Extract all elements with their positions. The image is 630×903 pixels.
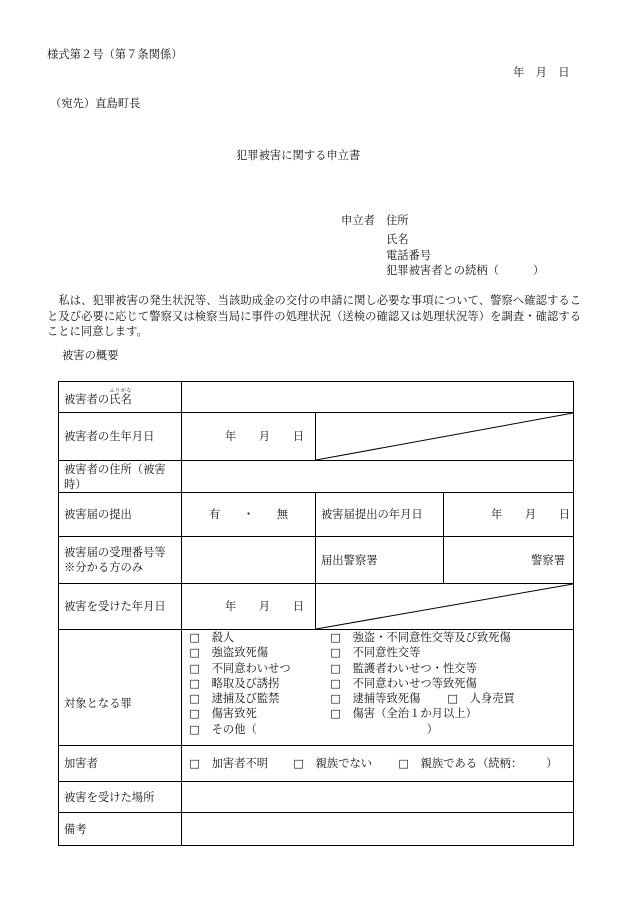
row-victim-address (59, 461, 574, 493)
checkbox-non-consensual-intercourse[interactable]: □ (330, 646, 341, 660)
row-remarks (59, 813, 574, 846)
diagonal-strike-cell (316, 584, 574, 630)
police-station-field[interactable] (444, 537, 574, 584)
checkbox-human-trafficking[interactable]: □ (447, 692, 458, 706)
remarks-label: 備考 (59, 813, 182, 846)
consent-statement (47, 293, 581, 340)
diagonal-line (316, 584, 573, 629)
damage-summary-table (58, 381, 574, 846)
crime-label: 殺人 (211, 631, 235, 644)
ruby-base: 氏名 (109, 392, 132, 406)
checkbox-indecency-death-injury[interactable]: □ (330, 676, 341, 690)
checkbox-injury-death[interactable]: □ (189, 707, 200, 721)
crime-label: 強盗致死傷 (211, 646, 269, 660)
row-damage-date (59, 584, 574, 630)
report-date-field[interactable]: 年 月 日 (444, 493, 574, 537)
consent-line: 私は、犯罪被害の発生状況等、当該助成金の交付の申請に関し必要な事項について、警察へ確認するこ (47, 294, 581, 307)
victim-name-ruby (109, 387, 132, 406)
crime-label: 略取及び誘拐 (211, 676, 280, 690)
damage-date-label: 被害を受けた年月日 (59, 584, 182, 630)
checkbox-injury[interactable]: □ (330, 707, 341, 721)
consent-line: と及び必要に応じて警察又は検察当局に事件の処理状況（送検の確認又は処理状況等）を調査・確認する (47, 309, 581, 323)
checkbox-kidnapping[interactable]: □ (189, 676, 200, 690)
relationship-label: 犯罪被害者との続柄（ (386, 264, 499, 277)
applicant-name-label: 氏名 (386, 233, 409, 246)
row-crimes (59, 630, 574, 746)
perpetrator-options (182, 746, 574, 782)
report-number-label (59, 537, 182, 584)
checkbox-arrest-death-injury[interactable]: □ (330, 692, 341, 706)
row-place (59, 782, 574, 813)
victim-name-field[interactable] (182, 382, 574, 413)
addressee: （宛先）直島町長 (50, 97, 141, 110)
form-number: 様式第２号（第７条関係） (47, 48, 183, 61)
crime-label: 逮捕及び監禁 (211, 692, 280, 706)
report-number-field[interactable] (182, 537, 316, 584)
checkbox-non-consensual-indecency[interactable]: □ (189, 661, 200, 675)
crime-label: 傷害（全治１か月以上） (352, 707, 477, 721)
crime-label: 傷害致死 (211, 707, 257, 721)
option-label: 加害者不明 (211, 757, 269, 770)
option-label: 親族でない (315, 757, 373, 770)
crime-label: 逮捕等致死傷 (352, 692, 421, 706)
perpetrator-label: 加害者 (59, 746, 182, 782)
crime-label: 監護者わいせつ・性交等 (352, 661, 477, 675)
diagonal-line (316, 413, 573, 460)
checkbox-robbery-death-injury[interactable]: □ (189, 646, 200, 660)
label-line: ※分かる方のみ (64, 561, 144, 574)
crime-label: 不同意わいせつ等致死傷 (352, 676, 477, 690)
damage-date-field[interactable]: 年 月 日 (182, 584, 316, 630)
place-label: 被害を受けた場所 (59, 782, 182, 813)
row-perpetrator (59, 746, 574, 782)
victim-address-label (59, 461, 182, 493)
victim-birthdate-label: 被害者の生年月日 (59, 413, 182, 461)
checkbox-other[interactable]: □ (189, 722, 200, 736)
crimes-label: 対象となる罪 (59, 630, 182, 746)
row-victim-birthdate (59, 413, 574, 461)
row-report-submitted (59, 493, 574, 537)
option-label: 親族である（続柄： (420, 757, 523, 770)
checkbox-relative[interactable]: □ (398, 757, 409, 770)
crimes-checklist (182, 630, 574, 746)
relationship-close: ） (546, 757, 558, 770)
report-date-label: 被害届提出の年月日 (316, 493, 444, 537)
report-submitted-options[interactable]: 有 ・ 無 (182, 493, 316, 537)
checkbox-arrest-confinement[interactable]: □ (189, 692, 200, 706)
relationship-close: ） (532, 264, 545, 277)
row-victim-name (59, 382, 574, 413)
checkbox-guardian-indecency[interactable]: □ (330, 661, 341, 675)
checkbox-not-relative[interactable]: □ (293, 757, 304, 770)
place-field[interactable] (182, 782, 574, 813)
submission-date: 年 月 日 (513, 66, 570, 79)
remarks-field[interactable] (182, 813, 574, 846)
victim-name-label-prefix: 被害者の (64, 392, 110, 406)
applicant-phone-label: 電話番号 (386, 249, 432, 262)
applicant-label: 申立者 (341, 214, 375, 227)
victim-birthdate-field[interactable]: 年 月 日 (182, 413, 316, 461)
row-report-number (59, 537, 574, 584)
victim-name-label (59, 382, 182, 413)
checkbox-robbery-sexual-assault[interactable]: □ (330, 631, 341, 644)
label-line: 被害者の住所（被害 (64, 462, 166, 476)
applicant-relationship (386, 264, 544, 278)
applicant-address-label: 住所 (386, 214, 409, 227)
section-title: 被害の概要 (62, 349, 119, 362)
label-line: 時） (64, 477, 87, 491)
consent-line: ことに同意します。 (47, 325, 148, 338)
label-line: 被害届の受理番号等 (64, 546, 166, 559)
other-close: ） (426, 722, 439, 736)
police-station-label: 届出警察署 (316, 537, 444, 584)
ruby-text: ふりがな (109, 387, 132, 394)
crime-label: その他（ (211, 722, 257, 736)
document-title: 犯罪被害に関する申立書 (236, 149, 361, 162)
crime-label: 不同意性交等 (352, 646, 421, 660)
crime-label: 強盗・不同意性交等及び致死傷 (352, 631, 511, 644)
police-station-suffix: 警察署 (531, 553, 566, 567)
checkbox-murder[interactable]: □ (189, 631, 200, 644)
report-submitted-label: 被害届の提出 (59, 493, 182, 537)
crime-label: 人身売買 (469, 692, 515, 706)
victim-address-field[interactable] (182, 461, 574, 493)
crime-label: 不同意わいせつ (211, 661, 291, 675)
checkbox-perpetrator-unknown[interactable]: □ (189, 757, 200, 770)
diagonal-strike-cell (316, 413, 574, 461)
